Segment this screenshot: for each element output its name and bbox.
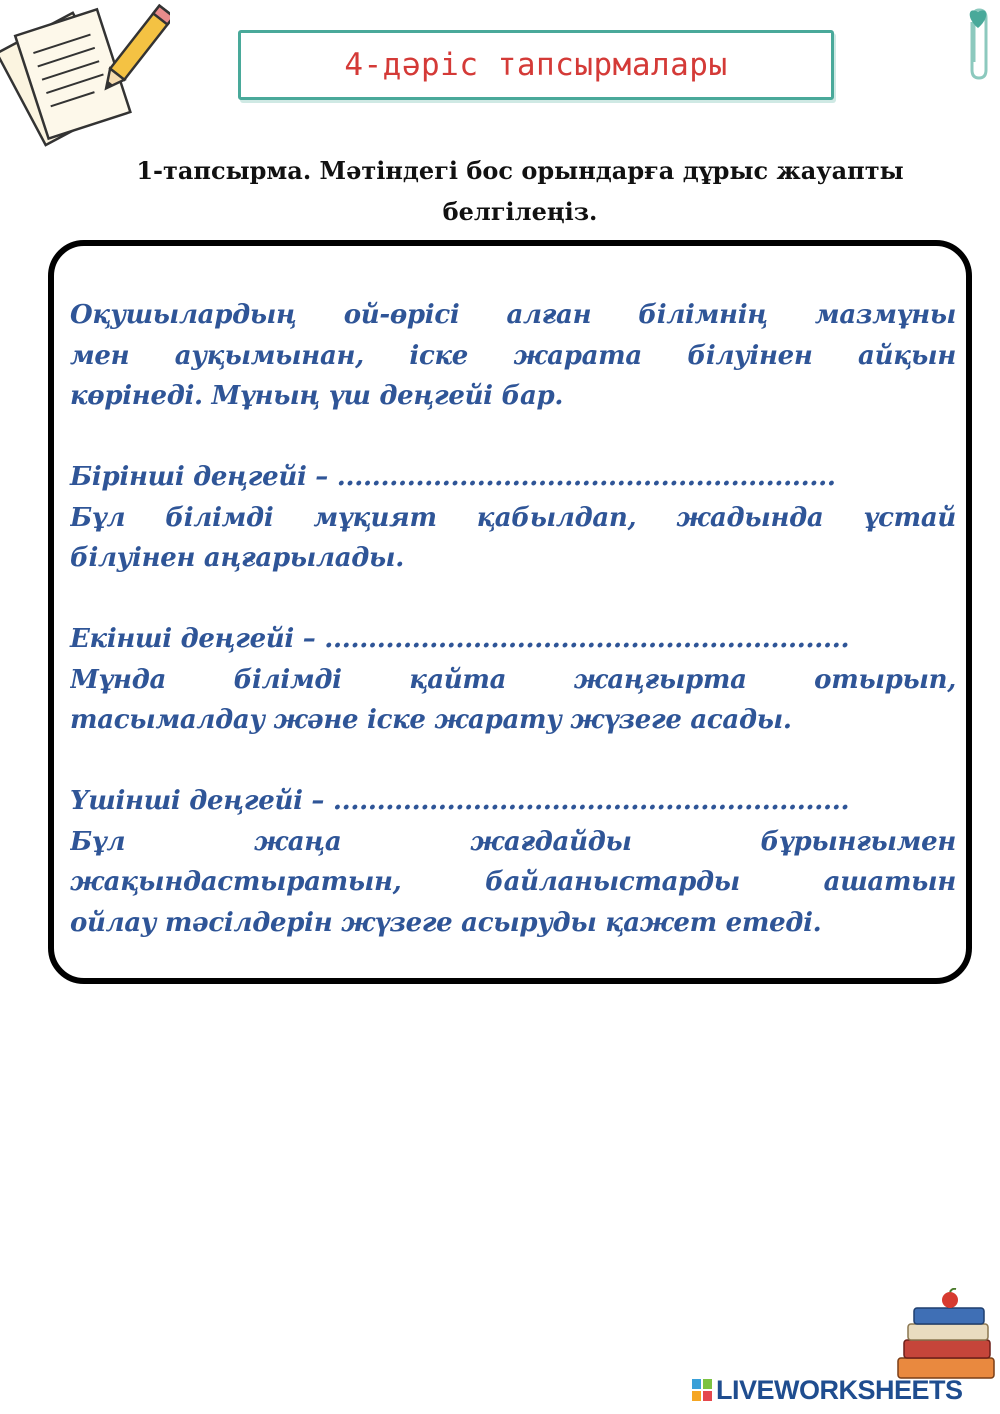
level3-answer-blank[interactable]: ........................................................... [332, 786, 850, 816]
level1-answer-blank[interactable]: ......................................................... [336, 462, 836, 492]
intro-paragraph [70, 295, 956, 417]
task-heading: 1-тапсырма. Мәтіндегі бос орындарға дұрыс жауапты белгілеңіз. [136, 156, 904, 226]
papers-pencil-icon [0, 0, 170, 150]
text-line: жақындастыратын, байланыстарды ашатын [70, 867, 956, 897]
books-apple-icon [892, 1288, 1000, 1384]
level3-label: Үшінші деңгейі – [70, 786, 333, 816]
level2-answer-blank[interactable]: ............................................................ [324, 624, 850, 654]
title-banner [238, 30, 834, 100]
task-text [70, 295, 956, 984]
level1-label: Бірінші деңгейі – [70, 462, 337, 492]
liveworksheets-logo-icon [692, 1379, 712, 1401]
text-line: Мұнда білімді қайта жаңғырта отырып, [70, 664, 956, 695]
level2-line [70, 619, 956, 660]
text-line: ойлау тәсілдерін жүзеге асыруды қажет етеді. [70, 907, 822, 938]
liveworksheets-logo [692, 1374, 963, 1406]
text-line: Оқушылардың ой-өрісі алған білімнің мазмұны [70, 300, 956, 330]
text-line: тасымалдау және іске жарату жүзеге асады. [70, 705, 792, 735]
level2-paragraph [70, 619, 956, 741]
text-line: Бұл білімді мұқият қабылдап, жадында ұстай [70, 502, 956, 533]
liveworksheets-logo-text: LIVEWORKSHEETS [716, 1374, 963, 1405]
level1-line [70, 457, 956, 498]
paperclip-heart-icon [962, 2, 994, 82]
level3-paragraph [70, 781, 956, 943]
page-title: 4-дәріс тапсырмалары [344, 47, 728, 83]
text-line: білуінен аңғарылады. [70, 543, 404, 573]
text-line: көрінеді. Мұның үш деңгейі бар. [70, 381, 564, 411]
level1-paragraph [70, 457, 956, 579]
text-line: мен ауқымынан, іске жарата білуінен айқын [70, 340, 956, 371]
level3-line [70, 781, 956, 822]
level2-label: Екінші деңгейі – [70, 624, 325, 654]
text-line: Бұл жаңа жағдайды бұрынғымен [70, 826, 956, 857]
